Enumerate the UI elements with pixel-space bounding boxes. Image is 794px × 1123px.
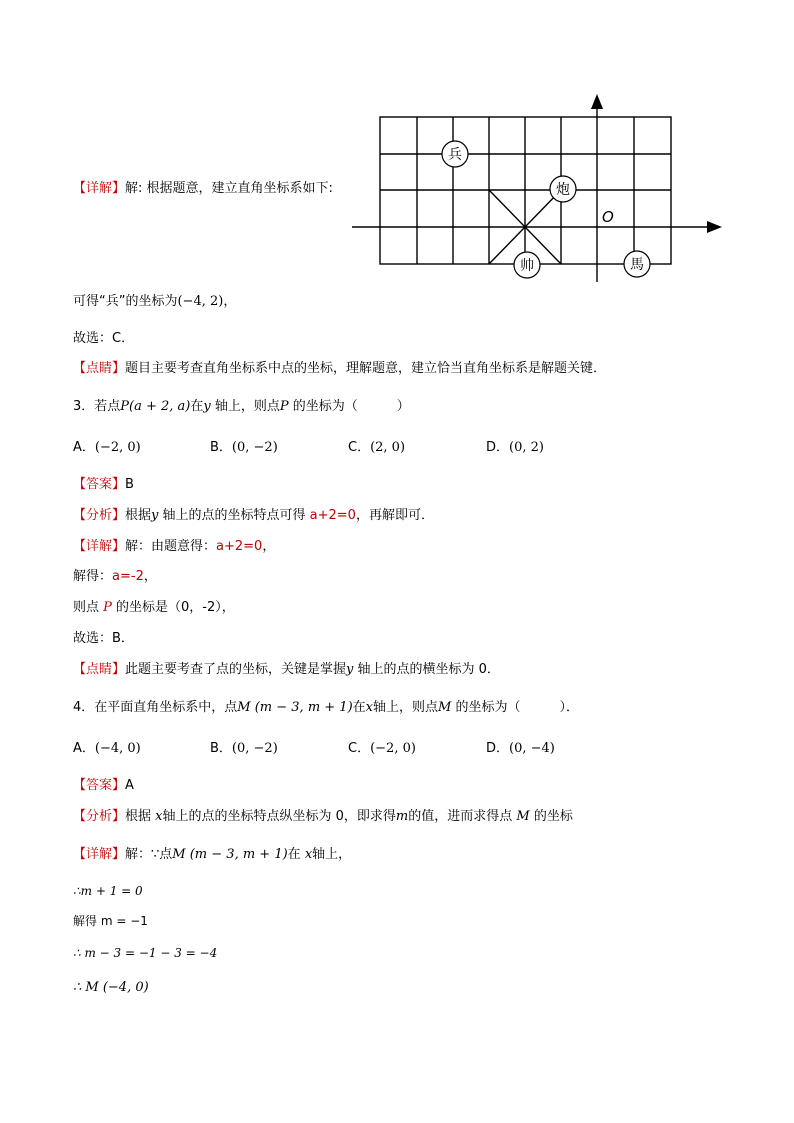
detail-b: 在 [287, 847, 305, 862]
q4-point: M (m − 3, m + 1) [237, 700, 353, 715]
detail-point: M (m − 3, m + 1) [172, 847, 288, 862]
q4-step-3 [73, 944, 217, 962]
detail-text: 解: 根据题意，建立直角坐标系如下: [125, 181, 333, 196]
solve-eq: a=-2 [112, 569, 144, 584]
detail-tag: 【详解】 [73, 539, 126, 554]
q4-step-2 [73, 912, 148, 930]
q3-point: P(a + 2, a) [120, 399, 191, 414]
option-label: C． [348, 440, 371, 455]
solve-a: 解得： [73, 569, 113, 584]
detail-eq: a+2=0 [216, 539, 263, 554]
q4-option-c[interactable] [348, 740, 416, 758]
q4-option-a[interactable] [73, 740, 141, 758]
comment-a: 此题主要考查了点的坐标，关键是掌握 [125, 662, 347, 677]
q3-stem-c: 轴上，则点 [210, 399, 280, 414]
option-value: (0, −2) [231, 440, 278, 455]
answer-tag: 【答案】 [73, 778, 126, 793]
comment-axis: y [346, 662, 354, 677]
analysis-tag: 【分析】 [73, 508, 126, 523]
comment-tag: 【点睛】 [73, 662, 126, 677]
detail-a: 解：由题意得： [125, 539, 217, 554]
piece-pao-label: 炮 [556, 182, 570, 198]
step-text: ∴m + 1 = 0 [73, 884, 143, 898]
detail-tag: 【详解】 [73, 847, 126, 862]
option-value: (2, 0) [370, 440, 406, 455]
board-grid [380, 117, 671, 264]
piece-ma [624, 251, 650, 277]
analysis-b: 轴上的点的坐标特点纵坐标为 0，即求得 [162, 809, 396, 824]
answer-text: A [125, 778, 134, 793]
y-axis-arrow-icon [591, 94, 603, 109]
chess-coordinate-board [345, 88, 730, 288]
analysis-m: m [395, 809, 409, 824]
answer-tag: 【答案】 [73, 477, 126, 492]
result-line-1 [73, 293, 236, 311]
option-value: (0, 2) [509, 440, 544, 455]
q4-option-d[interactable] [486, 740, 555, 758]
detail-a: 解：∵点 [125, 847, 173, 862]
q3-pname: P [279, 399, 289, 414]
q3-comment [73, 661, 500, 679]
q3-choice [73, 630, 134, 648]
option-label: A． [73, 741, 95, 756]
piece-shuai-label: 帅 [520, 258, 534, 274]
option-label: A． [73, 440, 95, 455]
q3-detail [73, 538, 275, 556]
step-text: ∴ m − 3 = −1 − 3 = −4 [73, 946, 218, 960]
detail-tag: 【详解】 [73, 181, 126, 196]
q3-solve [73, 568, 157, 586]
comment-b: 轴上的点的横坐标为 0． [353, 662, 500, 677]
comment-text: 题目主要考查直角坐标系中点的坐标，理解题意，建立恰当直角坐标系是解题关键． [125, 361, 607, 376]
comment-line-1 [73, 360, 606, 378]
q3-stem-d: 的坐标为（ ） [288, 399, 410, 414]
q3-answer [73, 476, 134, 494]
q4-axis: x [365, 700, 374, 715]
detail-b: ， [262, 539, 276, 554]
piece-shuai [514, 252, 540, 278]
q3-option-b[interactable] [210, 439, 278, 457]
comment-tag: 【点睛】 [73, 361, 126, 376]
x-axis-arrow-icon [707, 221, 722, 233]
analysis-a: 根据 [125, 508, 152, 523]
analysis-c: 的值，进而求得点 [408, 809, 517, 824]
piece-bing-label: 兵 [448, 147, 462, 163]
analysis-d: 的坐标 [529, 809, 573, 824]
q4-answer [73, 777, 134, 795]
analysis-axis: x [155, 809, 163, 824]
detail-line-1 [73, 180, 333, 198]
analysis-axis: y [151, 508, 159, 523]
option-value: (0, −4) [509, 741, 555, 756]
q3-option-c[interactable] [348, 439, 405, 457]
q4-step-4 [73, 979, 149, 997]
choice-line-1 [73, 330, 134, 348]
option-label: D． [486, 440, 510, 455]
result-tail: ， [223, 294, 237, 309]
origin-label: O [602, 208, 614, 226]
result-coord: (−4, 2) [177, 294, 224, 309]
q4-option-b[interactable] [210, 740, 278, 758]
answer-text: B [125, 477, 134, 492]
q4-stem-b: 在 [352, 700, 366, 715]
piece-ma-label: 馬 [630, 257, 644, 273]
point-result-p: P [103, 600, 112, 615]
analysis-eq: a+2=0 [309, 508, 356, 523]
option-label: B． [210, 741, 232, 756]
point-result-a: 则点 [73, 600, 104, 615]
option-value: (−2, 0) [370, 741, 416, 756]
result-text: 可得“兵”的坐标为 [73, 294, 178, 309]
step-text: 解得 m = −1 [73, 914, 148, 928]
step-text: ∴ M (−4, 0) [73, 980, 149, 995]
q3-stem-b: 在 [190, 399, 204, 414]
q4-pname: M [438, 700, 452, 715]
option-label: C． [348, 741, 371, 756]
option-value: (0, −2) [231, 741, 278, 756]
option-label: B． [210, 440, 232, 455]
piece-pao [550, 176, 576, 202]
piece-bing [442, 141, 468, 167]
q4-stem-a: 4．在平面直角坐标系中，点 [73, 700, 238, 715]
q3-stem-a: 3．若点 [73, 399, 121, 414]
solve-b: ， [143, 569, 157, 584]
q3-axis: y [203, 399, 211, 414]
analysis-c: ，再解即可． [355, 508, 434, 523]
q4-stem-d: 的坐标为（ ）． [451, 700, 579, 715]
q4-analysis [73, 808, 573, 826]
option-value: (−2, 0) [94, 440, 141, 455]
q3-stem [73, 398, 410, 416]
choice-text: 故选：C． [73, 331, 135, 346]
choice-text: 故选：B． [73, 631, 134, 646]
analysis-b: 轴上的点的坐标特点可得 [158, 508, 310, 523]
analysis-M: M [516, 809, 530, 824]
q3-option-a[interactable] [73, 439, 141, 457]
option-label: D． [486, 741, 510, 756]
analysis-tag: 【分析】 [73, 809, 126, 824]
detail-c: 轴上， [312, 847, 352, 862]
q4-step-1 [73, 882, 143, 900]
q4-detail [73, 846, 351, 864]
q3-analysis [73, 507, 434, 525]
q3-point-result [73, 599, 235, 617]
point-result-b: 的坐标是（0，-2）， [111, 600, 235, 615]
q4-stem-c: 轴上，则点 [373, 700, 439, 715]
option-value: (−4, 0) [94, 741, 141, 756]
q4-stem [73, 699, 579, 717]
detail-axis: x [304, 847, 313, 862]
q3-option-d[interactable] [486, 439, 544, 457]
analysis-a: 根据 [125, 809, 156, 824]
